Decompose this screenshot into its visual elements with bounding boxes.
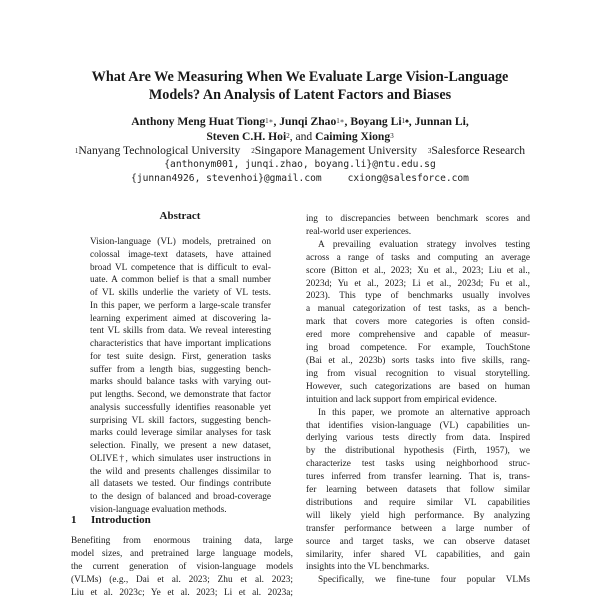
text-line: suffer from a length bias, suggesting bench- [90,364,271,375]
text-line: Liu et al. 2023c; Ye et al. 2023; Li et al. 2023a; [71,588,293,598]
author-name: Caiming Xiong [315,129,391,143]
author-name: Anthony Meng Huat Tiong [131,115,266,128]
text-line: real-world user experiences. [306,226,412,237]
author-mark: 1∗ [336,117,345,125]
affiliation: Singapore Management University [254,144,417,157]
text-line: score (Bitton et al., 2023; Xu et al., 2023; Liu et al., [306,265,530,276]
text-line: However, such categorizations are based on human [306,381,530,392]
email-line [30,172,570,186]
text-line: will likely yield high performance. By analyzing [306,510,530,521]
title-line: What Are We Measuring When We Evaluate Large Vision-Language [91,69,509,85]
text-line: Benefiting from enormous training data, large [71,536,293,546]
section-number: 1 [71,514,77,526]
text-line: (Bai et al., 2023b) sorts tasks into five skills, rang- [306,355,530,366]
text-line: transfer performance between a large number of [306,523,530,534]
introduction-body [71,535,293,600]
text-line: that identifies vision-language (VL) capabilities un- [306,420,530,431]
text-line: 2023d; Yu et al., 2023; Li et al., 2023d; Fu et al., [306,278,530,289]
text-line: ing broad competence. For example, TouchStone [306,343,530,354]
text-line: A prevailing evaluation strategy involves testing [318,239,530,250]
author-name: Junqi Zhao [279,115,337,128]
text-line: similarity, infer shared VL capabilities, and gain [306,549,530,560]
affiliation-mark: 1 [74,147,79,155]
text-line: 2023). This type of benchmarks usually involves [306,291,530,302]
text-line: mark that covers more categories is often consid- [306,317,530,328]
text-line: all datasets we tested. Our findings contribute [90,479,271,490]
text-line: uate. A common belief is that a small number [90,275,271,286]
text-line: Specifically, we fine-tune four popular VLMs [318,575,530,586]
text-line: tent VL skills from data. We reveal interesting [90,326,271,337]
author-mark: 1♠ [401,117,409,125]
section-title: Introduction [91,514,151,526]
text-line: tures inferred from transfer learning. That is, trans- [306,472,530,483]
text-line: by the distributional hypothesis (Firth, 1957), we [306,446,530,457]
text-line: (VLMs) (e.g., Dai et al. 2023; Zhu et al. 2023; [71,575,293,585]
author-conjunction: , and [289,129,316,143]
email-line: {anthonym001, junqi.zhao, boyang.li}@ntu.edu.sg [164,159,436,170]
text-line: ing to discrepancies between benchmark scores and [306,214,530,224]
text-line: derlying various tests directly from data. Inspired [306,433,530,444]
affiliations [30,144,570,158]
section-heading [71,514,151,526]
text-line: intuition and lack support from empirical evidence. [306,394,497,405]
text-line: learning experiment aimed at discovering la- [90,313,271,324]
text-line: marks could leverage similar analyses for task [90,428,271,439]
text-line: OLIVE†, which simulates user instructions in [90,453,271,464]
author-name: Steven C.H. Hoi [206,129,287,143]
right-column-body [306,213,530,587]
author-mark: 2 [286,131,290,140]
author-name: Junnan Li, [414,115,469,128]
text-line: source and target tasks, we can observe dataset [306,536,530,547]
text-line: selection. Finally, we present a new dataset, [90,441,271,451]
text-line: to the design of balanced and broad-coverage [90,492,271,502]
text-line: characteristics that have important implications [90,339,271,349]
text-line: a manual categorization of test tasks, as a bench- [306,304,530,315]
text-line: distributions and require similar VL capabilities [306,497,530,508]
text-line: ing from visual recognition to visual storytelling. [306,368,530,379]
affiliation: Salesforce Research [431,144,526,157]
text-line: model sizes, and pretrained large language models, [71,549,293,559]
affiliation: Nanyang Technological University [78,144,241,157]
paper-title [60,69,540,104]
text-line: of VL skills underlie the variety of VL tests. [90,288,271,298]
text-line: ered more comprehensive and capable of measur- [306,330,530,341]
author-mark: 3 [390,131,394,140]
text-line: characterize test tasks using neighborhood struc- [306,459,530,470]
text-line: fer learning between datasets that follow similar [306,485,530,496]
text-line: for test suite design. First, generation tasks [90,351,271,362]
text-line: Vision-language (VL) models, pretrained on [90,237,271,247]
text-line: marks should balance tasks with varying out- [90,377,271,388]
text-line: analysis successfully identifies reasonable yet [90,402,271,413]
text-line: vision-language evaluation methods. [90,504,227,515]
text-line: In this paper, we perform a large-scale transfer [90,300,271,311]
email: {junnan4926, stevenhoi}@gmail.com [131,173,322,184]
title-line: Models? An Analysis of Latent Factors and Biases [148,86,452,103]
text-line: colossal image-text datasets, have attained [90,249,271,260]
text-line: the wild and presents challenges dissimilar to [90,466,271,477]
text-line: broad VL competence that is difficult to eval- [90,262,271,273]
text-line: insights into the VL benchmarks. [306,562,430,573]
abstract-body [90,236,271,517]
author-mark: 1∗ [265,117,274,125]
author-list: Anthony Meng Huat Tiong$^{1∗}$, Junqi Zhao$^{1∗}$, Boyang $Li^{1♠}$, Junnan Li, Steven C.H. Hoi$^2$, and Caiming Xiong$^3$ [131,115,469,143]
text-line: put lengths. Second, we demonstrate that factor [90,390,271,400]
author-name: Boyang Li [350,115,402,128]
affiliation-mark: 3 [427,147,432,155]
text-line: the current generation of vision-language models [71,562,293,572]
text-line: In this paper, we promote an alternative approach [318,407,530,418]
email: cxiong@salesforce.com [347,173,469,184]
affiliation-mark: 2 [251,147,255,155]
abstract-heading: Abstract [159,210,201,222]
text-line: across a range of tasks and computing an average [306,252,530,263]
text-line: surprising VL skill factors, suggesting bench- [90,415,271,426]
